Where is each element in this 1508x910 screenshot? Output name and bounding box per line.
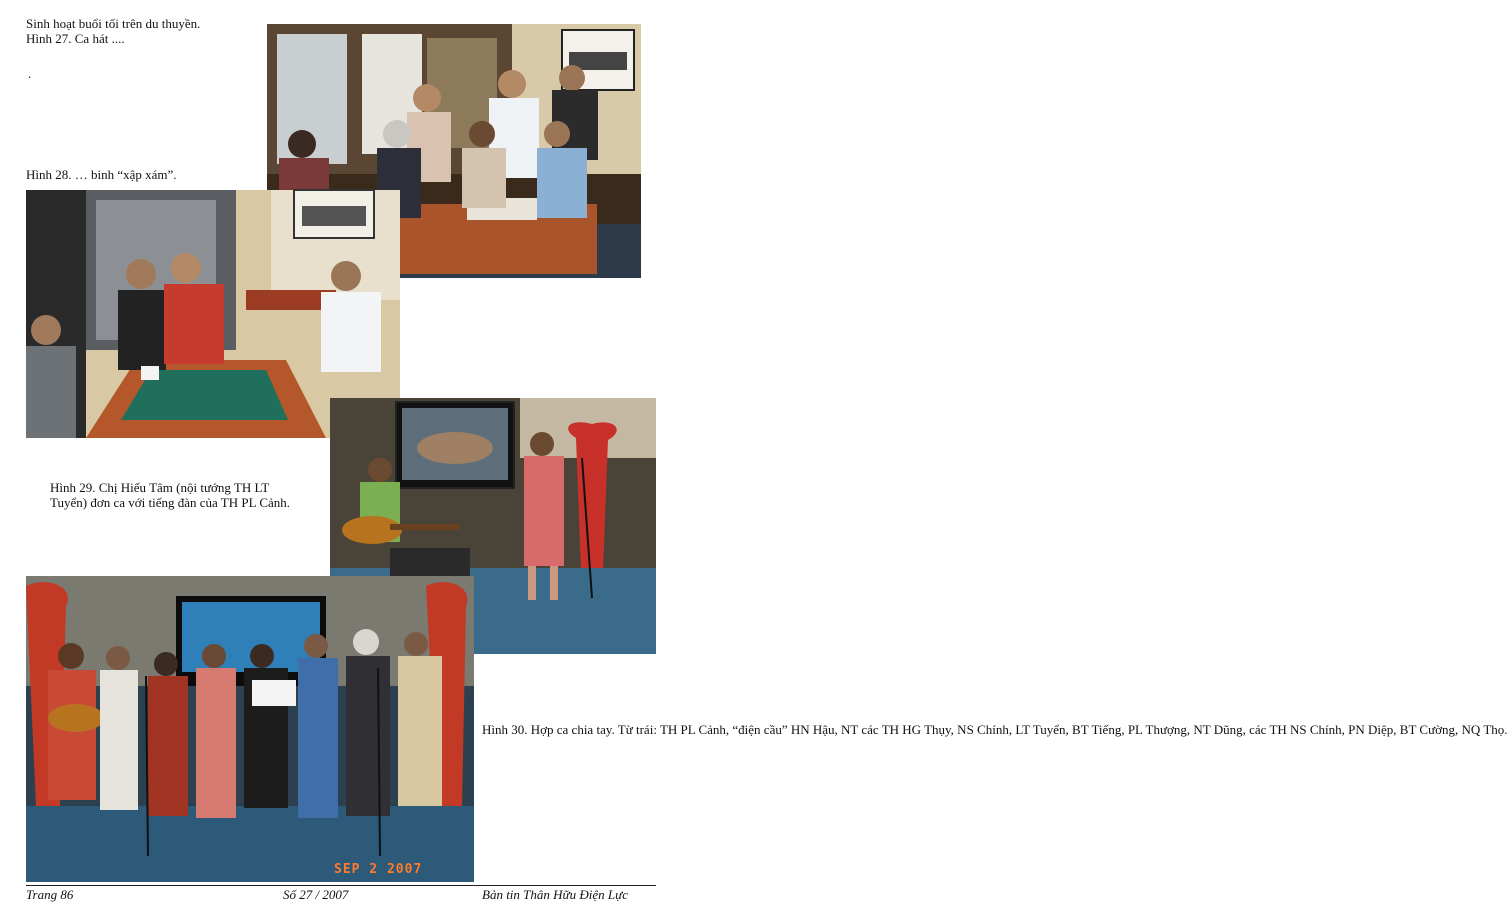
caption-28: Hình 28. … binh “xập xám”.	[26, 167, 177, 182]
caption-29: Hình 29. Chị Hiếu Tâm (nội tướng TH LT Tuyển) đơn ca với tiếng đàn của TH PL Cảnh.	[50, 480, 291, 510]
footer-issue: Số 27 / 2007	[283, 887, 349, 902]
caption-27-title: Hình 27. Ca hát ....	[26, 31, 125, 46]
caption-27	[26, 16, 200, 46]
footer-page: Trang 86	[26, 887, 74, 902]
caption-30: Hình 30. Hợp ca chia tay. Từ trái: TH PL Cảnh, “điện cầu” HN Hậu, NT các TH HG Thụy, NS Chính, LT Tuyển, BT Tiếng, PL Thượng, NT Dũng, các TH NS Chính, PN Diệp, BT Cường, NQ Thọ.	[482, 722, 1508, 737]
footer-divider	[26, 885, 656, 886]
date-stamp: SEP 2 2007	[334, 862, 423, 877]
stray-dot: .	[28, 66, 32, 81]
footer-publication: Bản tin Thân Hữu Điện Lực	[482, 887, 628, 902]
caption-27-intro: Sinh hoạt buổi tối trên du thuyền.	[26, 16, 201, 31]
photo-30-choir	[26, 576, 474, 882]
